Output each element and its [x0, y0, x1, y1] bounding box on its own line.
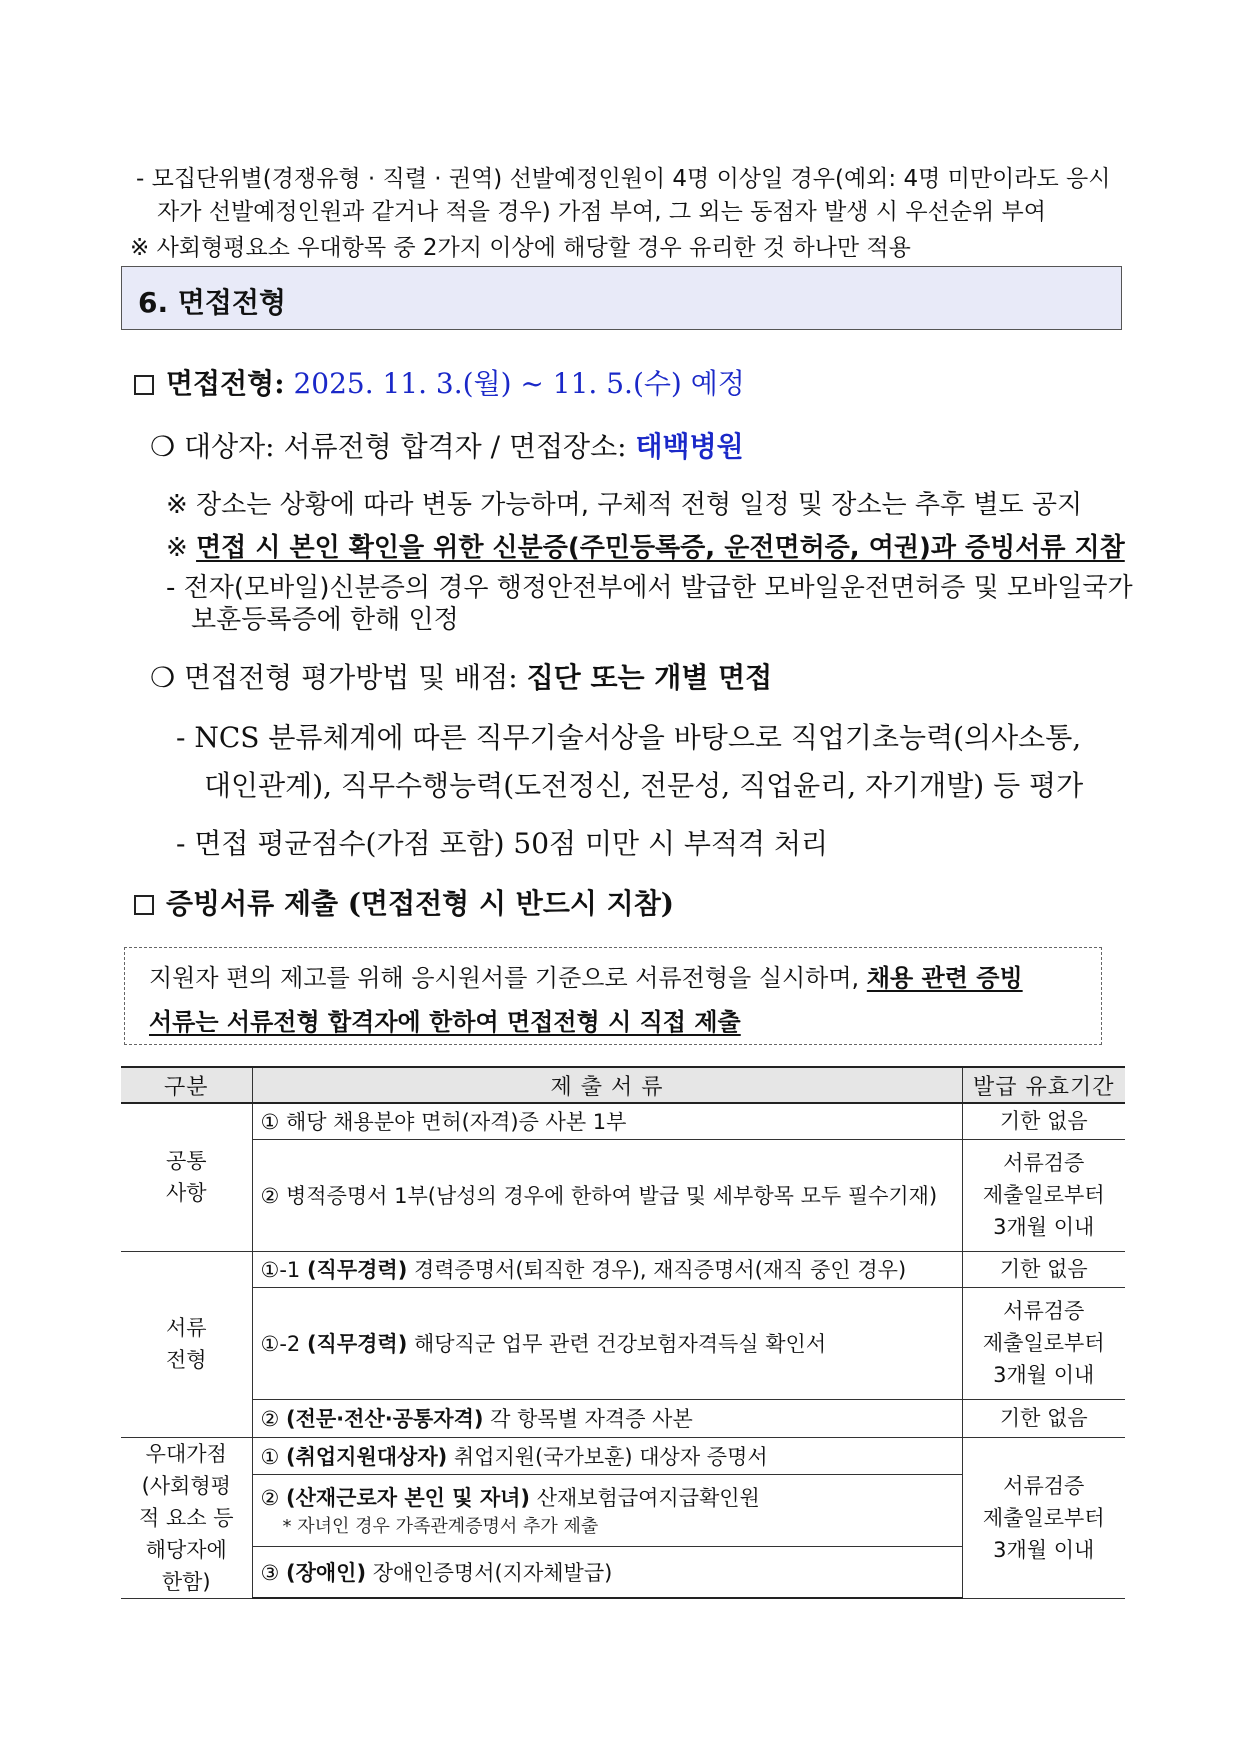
table-row	[121, 1287, 1125, 1399]
table-row	[121, 1251, 1125, 1287]
method-label: 면접전형 평가방법 및 배점:	[184, 661, 518, 694]
mobile-id-note-2: 보훈등록증에 한해 인정	[191, 605, 459, 635]
doc-common-1: ① 해당 채용분야 면허(자격)증 사본 1부	[252, 1103, 962, 1139]
method-line-3: - 면접 평균점수(가점 포함) 50점 미만 시 부적격 처리	[176, 827, 829, 860]
documents-table	[121, 1066, 1125, 1599]
notice-plain: 지원자 편의 제고를 위해 응시원서를 기준으로 서류전형을 실시하며,	[149, 964, 860, 992]
interview-schedule	[134, 362, 745, 402]
header-validity: 발급 유효기간	[962, 1067, 1125, 1103]
table-row	[121, 1103, 1125, 1139]
id-note	[166, 527, 1125, 564]
section-header	[121, 266, 1122, 330]
validity-3months: 서류검증 제출일로부터 3개월 이내	[962, 1287, 1125, 1399]
header-documents: 제 출 서 류	[252, 1067, 962, 1103]
venue-note: ※ 장소는 상황에 따라 변동 가능하며, 구체적 전형 일정 및 장소는 추후 별도 공지	[166, 490, 1083, 520]
docs-heading	[134, 882, 674, 922]
notice-line-1	[149, 958, 1023, 993]
doc-career-1: ①-1 (직무경력) 경력증명서(퇴직한 경우), 재직증명서(재직 중인 경우)	[252, 1251, 962, 1287]
notice-bold-1: 채용 관련 증빙	[866, 964, 1023, 992]
validity-none: 기한 없음	[962, 1103, 1125, 1139]
validity-none: 기한 없음	[962, 1251, 1125, 1287]
interview-target	[150, 425, 744, 465]
group-common: 공통 사항	[121, 1103, 252, 1251]
id-note-text: 면접 시 본인 확인을 위한 신분증(주민등록증, 운전면허증, 여권)과 증빙서류 지참	[196, 533, 1125, 563]
checkbox-square-icon	[134, 375, 154, 395]
validity-3months: 서류검증 제출일로부터 3개월 이내	[962, 1139, 1125, 1251]
doc-pref-3: ③ (장애인) 장애인증명서(지자체발급)	[252, 1546, 962, 1598]
circle-bullet-icon: ❍	[150, 430, 176, 463]
intro-line-2: 자가 선발예정인원과 같거나 적을 경우) 가점 부여, 그 외는 동점자 발생 시 우선순위 부여	[157, 199, 1046, 225]
doc-pref-2-note: * 자녀인 경우 가족관계증명서 추가 제출	[282, 1516, 599, 1538]
notice-line-2	[149, 1002, 741, 1037]
doc-pref-1: ① (취업지원대상자) 취업지원(국가보훈) 대상자 증명서	[252, 1437, 962, 1474]
circle-bullet-icon: ❍	[150, 661, 176, 694]
doc-certificates: ② (전문·전산·공통자격) 각 항목별 자격증 사본	[252, 1399, 962, 1437]
section-title: 6. 면접전형	[138, 286, 287, 319]
doc-common-2: ② 병적증명서 1부(남성의 경우에 한하여 발급 및 세부항목 모두 필수기재)	[252, 1139, 962, 1251]
docs-heading-text: 증빙서류 제출 (면접전형 시 반드시 지참)	[166, 887, 675, 920]
table-row	[121, 1139, 1125, 1251]
table-row	[121, 1437, 1125, 1474]
group-preference: 우대가점 (사회형평 적 요소 등 해당자에 한함)	[121, 1437, 252, 1598]
note-mark: ※	[166, 533, 188, 563]
method-line-1: - NCS 분류체계에 따른 직무기술서상을 바탕으로 직업기초능력(의사소통,	[176, 721, 1082, 754]
table-header-row	[121, 1067, 1125, 1103]
validity-3months: 서류검증 제출일로부터 3개월 이내	[962, 1437, 1125, 1598]
intro-note: ※ 사회형평요소 우대항목 중 2가지 이상에 해당할 경우 유리한 것 하나만 적용	[130, 235, 911, 261]
method-value: 집단 또는 개별 면접	[526, 661, 773, 694]
group-docs: 서류 전형	[121, 1251, 252, 1437]
interview-label: 면접전형:	[166, 367, 285, 400]
notice-bold-2: 서류는 서류전형 합격자에 한하여 면접전형 시 직접 제출	[149, 1008, 741, 1036]
target-label: 대상자: 서류전형 합격자 / 면접장소:	[184, 430, 627, 463]
header-category: 구분	[121, 1067, 252, 1103]
venue: 태백병원	[635, 430, 744, 463]
table-row	[121, 1399, 1125, 1437]
doc-pref-2: ② (산재근로자 본인 및 자녀) 산재보험급여지급확인원 * 자녀인 경우 가족관계증명서 추가 제출	[252, 1474, 962, 1546]
checkbox-square-icon	[134, 895, 154, 915]
doc-career-2: ①-2 (직무경력) 해당직군 업무 관련 건강보험자격득실 확인서	[252, 1287, 962, 1399]
intro-line-1: - 모집단위별(경쟁유형 · 직렬 · 권역) 선발예정인원이 4명 이상일 경우(예외: 4명 미만이라도 응시	[136, 166, 1111, 192]
method-line-2: 대인관계), 직무수행능력(도전정신, 전문성, 직업윤리, 자기개발) 등 평가	[204, 769, 1084, 802]
mobile-id-note-1: - 전자(모바일)신분증의 경우 행정안전부에서 발급한 모바일운전면허증 및 모바일국가	[166, 573, 1133, 603]
interview-date: 2025. 11. 3.(월) ~ 11. 5.(수) 예정	[293, 367, 745, 400]
validity-none: 기한 없음	[962, 1399, 1125, 1437]
notice-box	[124, 947, 1102, 1045]
interview-method	[150, 656, 772, 696]
